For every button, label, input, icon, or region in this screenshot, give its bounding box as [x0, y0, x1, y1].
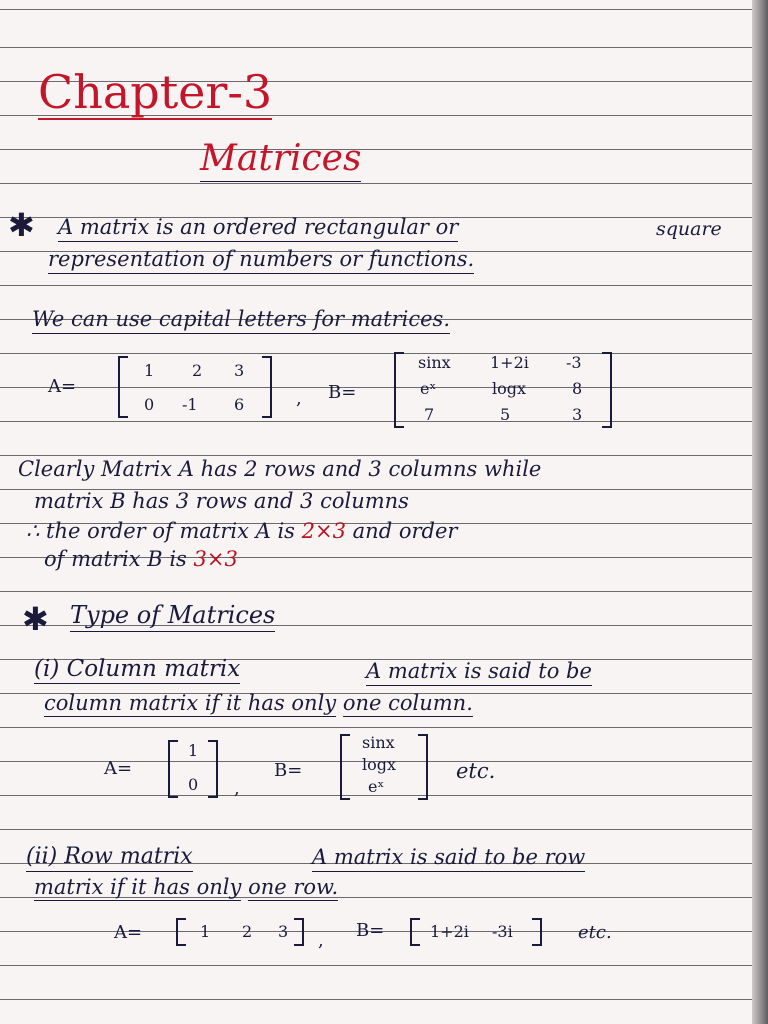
- row-matrix-heading: (ii) Row matrix: [26, 844, 193, 872]
- matrix-b: [394, 352, 612, 428]
- matrix-a-label: A=: [48, 376, 77, 397]
- matrix-cell: sinx: [362, 733, 395, 752]
- bullet-star-icon: ✱: [8, 206, 35, 244]
- order-line-3: [26, 518, 457, 544]
- column-matrix-heading: (i) Column matrix: [34, 656, 241, 682]
- row-etc: etc.: [578, 922, 612, 943]
- column-matrix-b: [340, 734, 428, 800]
- matrix-cell: -1: [182, 395, 198, 414]
- column-matrix-line-1: A matrix is said to be: [366, 658, 592, 686]
- separator-comma: ,: [296, 388, 302, 409]
- matrix-cell: 2: [242, 922, 253, 941]
- column-a-label: A=: [104, 758, 133, 779]
- matrix-cell: 3: [278, 922, 289, 941]
- row-a-label: A=: [114, 922, 143, 943]
- matrix-cell: 7: [424, 405, 435, 424]
- column-b-label: B=: [274, 760, 303, 781]
- order-line-1: Clearly Matrix A has 2 rows and 3 columns while: [18, 457, 542, 481]
- column-matrix-line-2-end: one column.: [342, 691, 473, 715]
- topic-title: Matrices: [200, 138, 361, 182]
- order-a-value: 2×3: [301, 519, 346, 543]
- types-heading: Type of Matrices: [70, 600, 275, 632]
- row-b-label: B=: [356, 920, 385, 941]
- row-matrix-line-2: [34, 874, 338, 900]
- matrix-cell: 1: [188, 741, 199, 760]
- column-etc: etc.: [456, 759, 496, 783]
- order-line-4-text: of matrix B is: [44, 547, 187, 571]
- matrix-cell: sinx: [418, 353, 451, 372]
- order-line-3-text: ∴ the order of matrix A is: [26, 519, 295, 543]
- bullet-star-icon: ✱: [22, 600, 49, 638]
- row-matrix-b: [410, 918, 542, 946]
- matrix-cell: 0: [144, 395, 155, 414]
- matrix-cell: 8: [572, 379, 583, 398]
- order-line-4: [44, 546, 238, 572]
- matrix-cell: 5: [500, 405, 511, 424]
- row-matrix-line-2-end: one row.: [248, 875, 339, 899]
- matrix-cell: eˣ: [368, 777, 385, 796]
- definition-line-2: representation of numbers or functions.: [48, 246, 474, 274]
- column-matrix-line-2-text: column matrix if it has only: [44, 691, 337, 715]
- matrix-cell: 2: [192, 361, 203, 380]
- row-matrix-a: [176, 918, 304, 946]
- separator-comma: ,: [318, 930, 324, 951]
- definition-line-1: A matrix is an ordered rectangular or: [58, 214, 458, 242]
- matrix-cell: 1+2i: [490, 353, 529, 372]
- chapter-title: Chapter-3: [38, 65, 273, 119]
- matrix-cell: 1: [144, 361, 155, 380]
- order-b-value: 3×3: [193, 547, 238, 571]
- matrix-cell: 3: [572, 405, 583, 424]
- row-matrix-line-1: A matrix is said to be row: [312, 844, 585, 872]
- matrix-b-label: B=: [328, 382, 357, 403]
- matrix-cell: 1: [200, 922, 211, 941]
- order-line-2: matrix B has 3 rows and 3 columns: [34, 489, 409, 513]
- matrix-cell: 6: [234, 395, 245, 414]
- matrix-cell: 1+2i: [430, 922, 469, 941]
- matrix-cell: eˣ: [420, 379, 437, 398]
- matrix-a: [118, 356, 272, 418]
- order-line-3-end: and order: [352, 519, 458, 543]
- matrix-cell: 3: [234, 361, 245, 380]
- matrix-cell: -3i: [492, 922, 513, 941]
- row-matrix-line-2-text: matrix if it has only: [34, 875, 242, 899]
- capital-letters-note: We can use capital letters for matrices.: [32, 306, 450, 334]
- matrix-cell: logx: [492, 379, 527, 398]
- separator-comma: ,: [234, 778, 240, 799]
- matrix-cell: 0: [188, 775, 199, 794]
- definition-line-1-end: square: [656, 218, 722, 240]
- matrix-cell: logx: [362, 755, 397, 774]
- column-matrix-a: [168, 740, 218, 798]
- matrix-cell: -3: [566, 353, 582, 372]
- column-matrix-line-2: [44, 690, 473, 716]
- notebook-binding: [752, 0, 768, 1024]
